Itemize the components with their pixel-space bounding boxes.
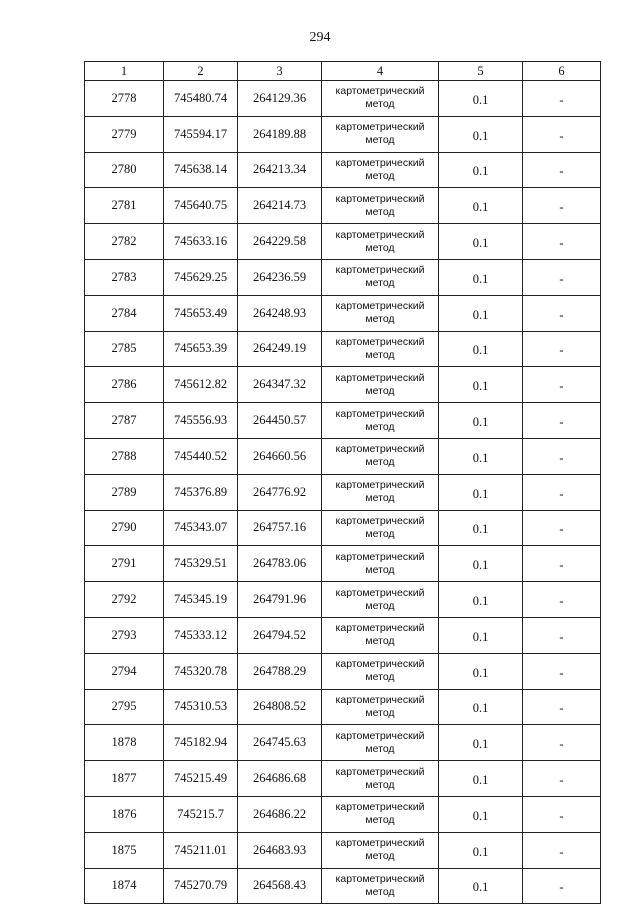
note-cell: - bbox=[523, 761, 601, 797]
method-line-1: картометрический bbox=[335, 514, 425, 527]
method-line-2: метод bbox=[365, 492, 395, 505]
y-coordinate-cell: 264249.19 bbox=[238, 331, 322, 367]
method-cell bbox=[322, 546, 439, 582]
method-line-2: метод bbox=[365, 205, 395, 218]
point-number-cell: 2783 bbox=[85, 259, 164, 295]
method-line-2: метод bbox=[365, 348, 395, 361]
method-line-1: картометрический bbox=[335, 622, 425, 635]
accuracy-cell: 0.1 bbox=[439, 582, 523, 618]
y-coordinate-cell: 264236.59 bbox=[238, 259, 322, 295]
accuracy-cell: 0.1 bbox=[439, 761, 523, 797]
method-cell bbox=[322, 796, 439, 832]
header-col-2: 2 bbox=[164, 62, 238, 81]
method-line-2: метод bbox=[365, 277, 395, 290]
method-cell bbox=[322, 689, 439, 725]
note-cell: - bbox=[523, 617, 601, 653]
y-coordinate-cell: 264248.93 bbox=[238, 295, 322, 331]
header-col-1: 1 bbox=[85, 62, 164, 81]
note-cell: - bbox=[523, 474, 601, 510]
x-coordinate-cell: 745215.49 bbox=[164, 761, 238, 797]
method-line-2: метод bbox=[365, 169, 395, 182]
table-row bbox=[85, 331, 601, 367]
method-line-2: метод bbox=[365, 134, 395, 147]
y-coordinate-cell: 264783.06 bbox=[238, 546, 322, 582]
accuracy-cell: 0.1 bbox=[439, 152, 523, 188]
method-cell bbox=[322, 832, 439, 868]
x-coordinate-cell: 745612.82 bbox=[164, 367, 238, 403]
accuracy-cell: 0.1 bbox=[439, 796, 523, 832]
method-line-2: метод bbox=[365, 671, 395, 684]
header-col-4: 4 bbox=[322, 62, 439, 81]
accuracy-cell: 0.1 bbox=[439, 832, 523, 868]
accuracy-cell: 0.1 bbox=[439, 653, 523, 689]
point-number-cell: 1876 bbox=[85, 796, 164, 832]
x-coordinate-cell: 745329.51 bbox=[164, 546, 238, 582]
y-coordinate-cell: 264229.58 bbox=[238, 224, 322, 260]
method-cell bbox=[322, 81, 439, 117]
method-cell bbox=[322, 152, 439, 188]
point-number-cell: 1878 bbox=[85, 725, 164, 761]
x-coordinate-cell: 745343.07 bbox=[164, 510, 238, 546]
table-row bbox=[85, 259, 601, 295]
note-cell: - bbox=[523, 152, 601, 188]
point-number-cell: 2795 bbox=[85, 689, 164, 725]
method-cell bbox=[322, 331, 439, 367]
method-cell bbox=[322, 224, 439, 260]
y-coordinate-cell: 264568.43 bbox=[238, 868, 322, 904]
point-number-cell: 2780 bbox=[85, 152, 164, 188]
x-coordinate-cell: 745653.49 bbox=[164, 295, 238, 331]
accuracy-cell: 0.1 bbox=[439, 438, 523, 474]
x-coordinate-cell: 745653.39 bbox=[164, 331, 238, 367]
point-number-cell: 2791 bbox=[85, 546, 164, 582]
y-coordinate-cell: 264214.73 bbox=[238, 188, 322, 224]
accuracy-cell: 0.1 bbox=[439, 868, 523, 904]
table-row bbox=[85, 868, 601, 904]
table-row bbox=[85, 188, 601, 224]
accuracy-cell: 0.1 bbox=[439, 474, 523, 510]
method-cell bbox=[322, 868, 439, 904]
accuracy-cell: 0.1 bbox=[439, 116, 523, 152]
point-number-cell: 2781 bbox=[85, 188, 164, 224]
note-cell: - bbox=[523, 116, 601, 152]
point-number-cell: 2785 bbox=[85, 331, 164, 367]
method-cell bbox=[322, 761, 439, 797]
method-line-1: картометрический bbox=[335, 872, 425, 885]
method-line-2: метод bbox=[365, 850, 395, 863]
accuracy-cell: 0.1 bbox=[439, 546, 523, 582]
method-line-2: метод bbox=[365, 313, 395, 326]
point-number-cell: 2784 bbox=[85, 295, 164, 331]
method-cell bbox=[322, 617, 439, 653]
point-number-cell: 2788 bbox=[85, 438, 164, 474]
method-line-1: картометрический bbox=[335, 156, 425, 169]
point-number-cell: 2790 bbox=[85, 510, 164, 546]
table-header-row bbox=[85, 62, 601, 81]
method-line-1: картометрический bbox=[335, 300, 425, 313]
table-row bbox=[85, 367, 601, 403]
note-cell: - bbox=[523, 367, 601, 403]
x-coordinate-cell: 745640.75 bbox=[164, 188, 238, 224]
method-cell bbox=[322, 403, 439, 439]
method-line-1: картометрический bbox=[335, 658, 425, 671]
note-cell: - bbox=[523, 295, 601, 331]
table-row bbox=[85, 725, 601, 761]
y-coordinate-cell: 264189.88 bbox=[238, 116, 322, 152]
method-cell bbox=[322, 653, 439, 689]
method-line-1: картометрический bbox=[335, 371, 425, 384]
method-line-1: картометрический bbox=[335, 729, 425, 742]
method-cell bbox=[322, 474, 439, 510]
method-line-2: метод bbox=[365, 814, 395, 827]
y-coordinate-cell: 264450.57 bbox=[238, 403, 322, 439]
table-row bbox=[85, 689, 601, 725]
method-line-2: метод bbox=[365, 599, 395, 612]
accuracy-cell: 0.1 bbox=[439, 403, 523, 439]
accuracy-cell: 0.1 bbox=[439, 617, 523, 653]
note-cell: - bbox=[523, 725, 601, 761]
accuracy-cell: 0.1 bbox=[439, 367, 523, 403]
method-line-2: метод bbox=[365, 98, 395, 111]
method-cell bbox=[322, 188, 439, 224]
method-line-2: метод bbox=[365, 384, 395, 397]
y-coordinate-cell: 264757.16 bbox=[238, 510, 322, 546]
table-row bbox=[85, 295, 601, 331]
x-coordinate-cell: 745270.79 bbox=[164, 868, 238, 904]
table-row bbox=[85, 761, 601, 797]
method-line-1: картометрический bbox=[335, 407, 425, 420]
table-row bbox=[85, 832, 601, 868]
accuracy-cell: 0.1 bbox=[439, 725, 523, 761]
point-number-cell: 2789 bbox=[85, 474, 164, 510]
table-row bbox=[85, 510, 601, 546]
table-row bbox=[85, 796, 601, 832]
method-line-2: метод bbox=[365, 563, 395, 576]
method-cell bbox=[322, 259, 439, 295]
y-coordinate-cell: 264686.68 bbox=[238, 761, 322, 797]
point-number-cell: 2786 bbox=[85, 367, 164, 403]
x-coordinate-cell: 745345.19 bbox=[164, 582, 238, 618]
note-cell: - bbox=[523, 331, 601, 367]
x-coordinate-cell: 745376.89 bbox=[164, 474, 238, 510]
method-line-2: метод bbox=[365, 635, 395, 648]
note-cell: - bbox=[523, 653, 601, 689]
accuracy-cell: 0.1 bbox=[439, 259, 523, 295]
x-coordinate-cell: 745211.01 bbox=[164, 832, 238, 868]
y-coordinate-cell: 264660.56 bbox=[238, 438, 322, 474]
x-coordinate-cell: 745333.12 bbox=[164, 617, 238, 653]
x-coordinate-cell: 745182.94 bbox=[164, 725, 238, 761]
y-coordinate-cell: 264808.52 bbox=[238, 689, 322, 725]
accuracy-cell: 0.1 bbox=[439, 689, 523, 725]
note-cell: - bbox=[523, 689, 601, 725]
header-col-6: 6 bbox=[523, 62, 601, 81]
accuracy-cell: 0.1 bbox=[439, 331, 523, 367]
table-row bbox=[85, 653, 601, 689]
table-row bbox=[85, 546, 601, 582]
method-line-1: картометрический bbox=[335, 85, 425, 98]
method-line-1: картометрический bbox=[335, 801, 425, 814]
method-cell bbox=[322, 438, 439, 474]
method-line-2: метод bbox=[365, 885, 395, 898]
x-coordinate-cell: 745629.25 bbox=[164, 259, 238, 295]
y-coordinate-cell: 264791.96 bbox=[238, 582, 322, 618]
note-cell: - bbox=[523, 868, 601, 904]
y-coordinate-cell: 264213.34 bbox=[238, 152, 322, 188]
header-col-5: 5 bbox=[439, 62, 523, 81]
note-cell: - bbox=[523, 438, 601, 474]
y-coordinate-cell: 264745.63 bbox=[238, 725, 322, 761]
table-row bbox=[85, 152, 601, 188]
x-coordinate-cell: 745480.74 bbox=[164, 81, 238, 117]
y-coordinate-cell: 264347.32 bbox=[238, 367, 322, 403]
note-cell: - bbox=[523, 832, 601, 868]
method-line-2: метод bbox=[365, 706, 395, 719]
method-cell bbox=[322, 295, 439, 331]
method-line-2: метод bbox=[365, 456, 395, 469]
method-line-1: картометрический bbox=[335, 264, 425, 277]
method-line-1: картометрический bbox=[335, 837, 425, 850]
x-coordinate-cell: 745215.7 bbox=[164, 796, 238, 832]
x-coordinate-cell: 745440.52 bbox=[164, 438, 238, 474]
table-body bbox=[85, 81, 601, 904]
method-line-2: метод bbox=[365, 241, 395, 254]
method-line-1: картометрический bbox=[335, 121, 425, 134]
note-cell: - bbox=[523, 259, 601, 295]
method-line-1: картометрический bbox=[335, 586, 425, 599]
table-row bbox=[85, 224, 601, 260]
method-line-1: картометрический bbox=[335, 228, 425, 241]
y-coordinate-cell: 264794.52 bbox=[238, 617, 322, 653]
method-cell bbox=[322, 725, 439, 761]
x-coordinate-cell: 745556.93 bbox=[164, 403, 238, 439]
accuracy-cell: 0.1 bbox=[439, 188, 523, 224]
method-line-2: метод bbox=[365, 778, 395, 791]
note-cell: - bbox=[523, 224, 601, 260]
note-cell: - bbox=[523, 510, 601, 546]
method-line-1: картометрический bbox=[335, 192, 425, 205]
table-row bbox=[85, 438, 601, 474]
accuracy-cell: 0.1 bbox=[439, 295, 523, 331]
table-row bbox=[85, 617, 601, 653]
note-cell: - bbox=[523, 188, 601, 224]
table-row bbox=[85, 116, 601, 152]
x-coordinate-cell: 745310.53 bbox=[164, 689, 238, 725]
accuracy-cell: 0.1 bbox=[439, 81, 523, 117]
method-line-2: метод bbox=[365, 420, 395, 433]
method-line-1: картометрический bbox=[335, 335, 425, 348]
point-number-cell: 1874 bbox=[85, 868, 164, 904]
method-line-2: метод bbox=[365, 527, 395, 540]
coordinates-table bbox=[84, 61, 601, 904]
page-number: 294 bbox=[309, 30, 331, 45]
y-coordinate-cell: 264129.36 bbox=[238, 81, 322, 117]
method-cell bbox=[322, 116, 439, 152]
note-cell: - bbox=[523, 403, 601, 439]
note-cell: - bbox=[523, 81, 601, 117]
table-row bbox=[85, 582, 601, 618]
method-cell bbox=[322, 510, 439, 546]
method-line-1: картометрический bbox=[335, 550, 425, 563]
method-line-1: картометрический bbox=[335, 693, 425, 706]
x-coordinate-cell: 745320.78 bbox=[164, 653, 238, 689]
table-row bbox=[85, 474, 601, 510]
table-row bbox=[85, 81, 601, 117]
point-number-cell: 1877 bbox=[85, 761, 164, 797]
note-cell: - bbox=[523, 796, 601, 832]
point-number-cell: 1875 bbox=[85, 832, 164, 868]
y-coordinate-cell: 264776.92 bbox=[238, 474, 322, 510]
table-row bbox=[85, 403, 601, 439]
point-number-cell: 2778 bbox=[85, 81, 164, 117]
x-coordinate-cell: 745638.14 bbox=[164, 152, 238, 188]
note-cell: - bbox=[523, 546, 601, 582]
point-number-cell: 2782 bbox=[85, 224, 164, 260]
x-coordinate-cell: 745633.16 bbox=[164, 224, 238, 260]
y-coordinate-cell: 264686.22 bbox=[238, 796, 322, 832]
method-line-1: картометрический bbox=[335, 765, 425, 778]
point-number-cell: 2794 bbox=[85, 653, 164, 689]
accuracy-cell: 0.1 bbox=[439, 510, 523, 546]
x-coordinate-cell: 745594.17 bbox=[164, 116, 238, 152]
point-number-cell: 2793 bbox=[85, 617, 164, 653]
point-number-cell: 2779 bbox=[85, 116, 164, 152]
note-cell: - bbox=[523, 582, 601, 618]
accuracy-cell: 0.1 bbox=[439, 224, 523, 260]
y-coordinate-cell: 264788.29 bbox=[238, 653, 322, 689]
method-cell bbox=[322, 367, 439, 403]
y-coordinate-cell: 264683.93 bbox=[238, 832, 322, 868]
point-number-cell: 2787 bbox=[85, 403, 164, 439]
point-number-cell: 2792 bbox=[85, 582, 164, 618]
method-line-1: картометрический bbox=[335, 479, 425, 492]
header-col-3: 3 bbox=[238, 62, 322, 81]
method-line-2: метод bbox=[365, 742, 395, 755]
method-line-1: картометрический bbox=[335, 443, 425, 456]
method-cell bbox=[322, 582, 439, 618]
